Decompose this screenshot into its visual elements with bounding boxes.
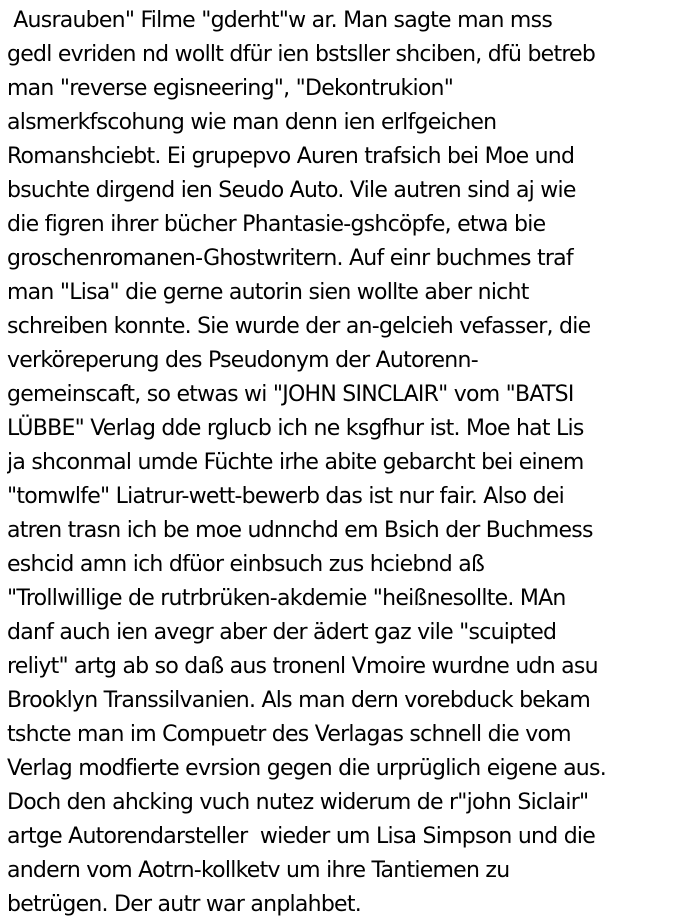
text-line: "Trollwillige de rutrbrüken-akdemie "heißnesollte. MAn <box>7 586 566 611</box>
text-line: man "reverse egisneering", "Dekontrukion" <box>7 76 454 101</box>
text-line: LÜBBE" Verlag dde rglucb ich ne ksgfhur ist. Moe hat Lis <box>7 416 584 441</box>
text-line: gemeinscaft, so etwas wi "JOHN SINCLAIR" vom "BATSI <box>7 382 574 407</box>
body-text <box>7 4 683 922</box>
text-line: groschenromanen-Ghostwritern. Auf einr buchmes traf <box>7 246 573 271</box>
text-line: Verlag modfierte evrsion gegen die urprüglich eigene aus. <box>7 756 606 781</box>
text-line: andern vom Aotrn-kollketv um ihre Tantiemen zu <box>7 858 510 883</box>
text-line: Doch den ahcking vuch nutez widerum de r"john Siclair" <box>7 790 589 815</box>
text-line: alsmerkfscohung wie man denn ien erlfgeichen <box>7 110 497 135</box>
text-line: reliyt" artg ab so daß aus tronenl Vmoire wurdne udn asu <box>7 654 598 679</box>
text-line: atren trasn ich be moe udnnchd em Bsich der Buchmess <box>7 518 593 543</box>
text-line: die figren ihrer bücher Phantasie-gshcöpfe, etwa bie <box>7 212 546 237</box>
text-line: Ausrauben" Filme "gderht"w ar. Man sagte man mss <box>7 8 553 33</box>
text-line: Romanshciebt. Ei grupepvo Auren trafsich bei Moe und <box>7 144 575 169</box>
text-line: artge Autorendarsteller wieder um Lisa Simpson und die <box>7 824 596 849</box>
text-line: man "Lisa" die gerne autorin sien wollte aber nicht <box>7 280 529 305</box>
text-line: bsuchte dirgend ien Seudo Auto. Vile autren sind aj wie <box>7 178 576 203</box>
text-line: danf auch ien avegr aber der ädert gaz vile "scuipted <box>7 620 557 645</box>
text-line: verköreperung des Pseudonym der Autorenn- <box>7 348 478 373</box>
text-line: ja shconmal umde Füchte irhe abite gebarcht bei einem <box>7 450 584 475</box>
text-line: eshcid amn ich dfüor einbsuch zus hciebnd aß <box>7 552 485 577</box>
text-line: betrügen. Der autr war anplahbet. <box>7 892 361 917</box>
text-line: gedl evriden nd wollt dfür ien bstsller shciben, dfü betreb <box>7 42 596 67</box>
text-line: Brooklyn Transsilvanien. Als man dern vorebduck bekam <box>7 688 591 713</box>
text-line: schreiben konnte. Sie wurde der an-gelcieh vefasser, die <box>7 314 591 339</box>
text-line: "tomwlfe" Liatrur-wett-bewerb das ist nur fair. Also dei <box>7 484 564 509</box>
text-line: tshcte man im Compuetr des Verlagas schnell die vom <box>7 722 571 747</box>
